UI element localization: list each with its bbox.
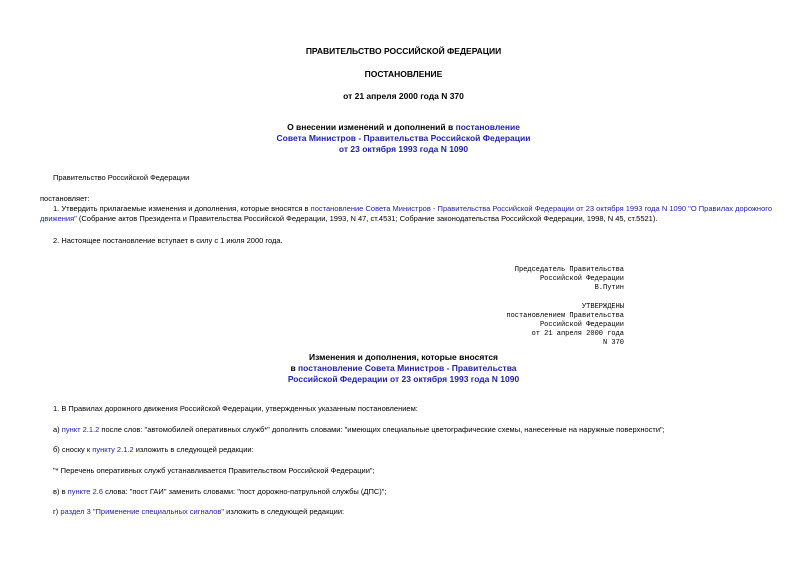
link-section-3[interactable]: раздел 3 "Применение специальных сигналов" <box>60 507 225 516</box>
link-point-2-6[interactable]: пункте 2.6 <box>67 487 103 496</box>
title-link-council[interactable]: Совета Министров - Правительства Российской Федерации <box>276 133 531 143</box>
decree-word: постановляет: <box>40 194 90 203</box>
change-v-text-b: слова: "пост ГАИ" заменить словами: "пост дорожно-патрульной службы (ДПС)"; <box>103 487 387 496</box>
change-b-text-a: б) сноску к <box>53 445 93 454</box>
title-text: О внесении изменений и дополнений в <box>287 122 456 132</box>
footnote-text: "* Перечень оперативных служб устанавливается Правительством Российской Федерации"; <box>53 466 375 475</box>
p1-link-decree[interactable]: постановление Совета Министров - Правительства Российской Федерации от 23 октября 1993 года N 1090 "О Правилах дорожного движения" <box>40 204 772 223</box>
p1-text-b: (Собрание актов Президента и Правительства Российской Федерации, 1993, N 47, ст.4531; Собрание законодательства Российской Федерации, 1998, N 45, ст.5521). <box>76 214 658 223</box>
changes-title <box>0 352 807 385</box>
header-government: ПРАВИТЕЛЬСТВО РОССИЙСКОЙ ФЕДЕРАЦИИ <box>305 46 502 56</box>
changes-title-link-2[interactable]: Российской Федерации от 23 октября 1993 года N 1090 <box>287 374 520 384</box>
link-point-2-1-2[interactable]: пункт 2.1.2 <box>61 425 100 434</box>
link-footnote-2-1-2[interactable]: пункту 2.1.2 <box>92 445 134 454</box>
changes-title-link-1[interactable]: постановление Совета Министров - Правительства <box>298 363 517 373</box>
header-doc-type: ПОСТАНОВЛЕНИЕ <box>364 69 443 79</box>
change-a-prefix: а) <box>53 425 62 434</box>
change-g <box>53 507 344 517</box>
title-line-1 <box>0 122 807 133</box>
change-b <box>53 445 254 455</box>
signature-block: Председатель Правительства Российской Федерации В.Путин <box>514 266 624 292</box>
changes-title-text: в <box>290 363 299 373</box>
change-g-text: изложить в следующей редакции: <box>224 507 345 516</box>
issuer: Правительство Российской Федерации <box>53 173 190 182</box>
change-a-text: после слов: "автомобилей оперативных служб*" дополнить словами: "имеющих специальные цветографические схемы, нанесенные на наружные поверхности"; <box>99 425 665 434</box>
approved-block: УТВЕРЖДЕНЫ постановлением Правительства Российской Федерации от 21 апреля 2000 года N 370 <box>506 303 624 347</box>
change-1: 1. В Правилах дорожного движения Российской Федерации, утвержденных указанным постановлением: <box>53 404 418 413</box>
paragraph-1 <box>40 204 772 224</box>
header-date-number: от 21 апреля 2000 года N 370 <box>343 91 464 101</box>
paragraph-2: 2. Настоящее постановление вступает в силу с 1 июля 2000 года. <box>53 236 283 245</box>
title-link-decree[interactable]: постановление <box>455 122 520 132</box>
change-v <box>53 487 387 497</box>
document-title <box>0 122 807 155</box>
change-a <box>53 425 665 435</box>
p1-text-a: 1. Утвердить прилагаемые изменения и дополнения, которые вносятся в <box>53 204 311 213</box>
change-b-text-b: изложить в следующей редакции: <box>133 445 254 454</box>
changes-title-line-1: Изменения и дополнения, которые вносятся <box>308 352 499 362</box>
change-v-text-a: в) в <box>53 487 68 496</box>
change-g-prefix: г) <box>53 507 61 516</box>
title-link-date[interactable]: от 23 октября 1993 года N 1090 <box>338 144 469 154</box>
